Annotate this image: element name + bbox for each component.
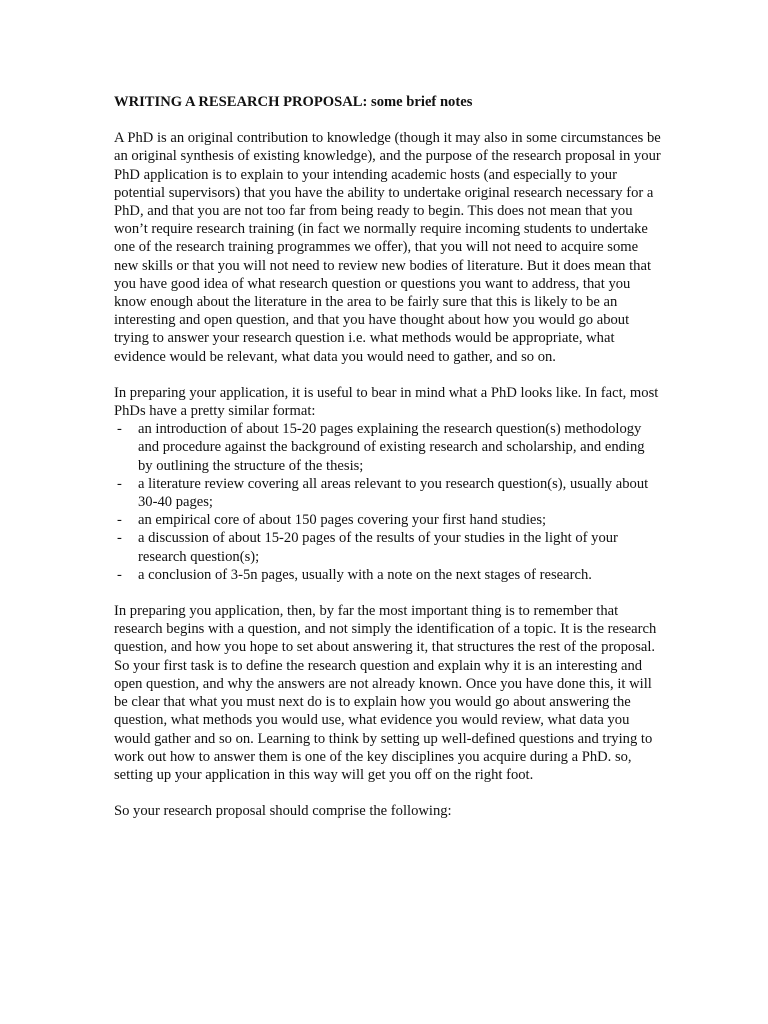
list-item bbox=[114, 475, 662, 511]
intro-paragraph: A PhD is an original contribution to knowledge (though it may also in some circumstances be an original synthesis of existing knowledge), and the purpose of the research proposal in your PhD application is to explain to your intending academic hosts (and especially to your potential supervisors) that you have the ability to undertake original research necessary for a PhD, and that you are not too far from being ready to begin. This does not mean that you won’t require research training (in fact we normally require incoming students to undertake one of the research training programmes we offer), that you will not need to acquire some new skills or that you will not need to review new bodies of literature. But it does mean that you have good idea of what research question or questions you want to address, that you know enough about the literature in the area to be fairly sure that this is likely to be an interesting and open question, and that you have thought about how you would go about trying to answer your research question i.e. what methods would be appropriate, what evidence would be relevant, what data you would need to gather, and so on. bbox=[114, 130, 661, 365]
list-item bbox=[114, 511, 662, 529]
document-body bbox=[114, 93, 662, 838]
list-dash-marker: - bbox=[117, 530, 122, 547]
proposal-comprise-paragraph: So your research proposal should comprise the following: bbox=[114, 803, 452, 820]
list-item-text: an empirical core of about 150 pages covering your first hand studies; bbox=[138, 512, 547, 529]
list-item bbox=[114, 420, 662, 475]
list-item-text: a conclusion of 3-5n pages, usually with a note on the next stages of research. bbox=[138, 566, 592, 583]
list-item-text: an introduction of about 15-20 pages explaining the research question(s) methodology and procedure against the background of existing research and scholarship, and ending by outlining the structure of the thesis; bbox=[138, 421, 645, 474]
format-intro-paragraph: In preparing your application, it is useful to bear in mind what a PhD looks like. In fact, most PhDs have a pretty similar format: bbox=[114, 384, 659, 420]
research-question-paragraph: In preparing you application, then, by far the most important thing is to remember that research begins with a question, and not simply the identification of a topic. It is the research question, and how you hope to set about answering it, that structures the rest of the proposal. So your first task is to define the research question and explain why it is an interesting and open question, and why the answers are not already known. Once you have done this, it will be clear that what you must next do is to explain how you would go about answering the question, what methods you would use, what evidence you would review, what data you would gather and so on. Learning to think by setting up well-defined questions and trying to work out how to answer them is one of the key disciplines you acquire during a PhD. so, setting up your application in this way will get you off on the right foot. bbox=[114, 603, 657, 783]
list-item-text: a discussion of about 15-20 pages of the results of your studies in the light of your research question(s); bbox=[138, 530, 618, 565]
list-item bbox=[114, 566, 662, 584]
list-dash-marker: - bbox=[117, 512, 122, 529]
list-item bbox=[114, 529, 662, 565]
list-item-text: a literature review covering all areas relevant to you research question(s), usually about 30-40 pages; bbox=[138, 475, 649, 511]
list-dash-marker: - bbox=[117, 421, 122, 438]
document-title: WRITING A RESEARCH PROPOSAL: some brief notes bbox=[114, 94, 473, 110]
list-dash-marker: - bbox=[117, 475, 122, 492]
list-dash-marker: - bbox=[117, 566, 122, 583]
phd-format-list bbox=[114, 420, 662, 584]
